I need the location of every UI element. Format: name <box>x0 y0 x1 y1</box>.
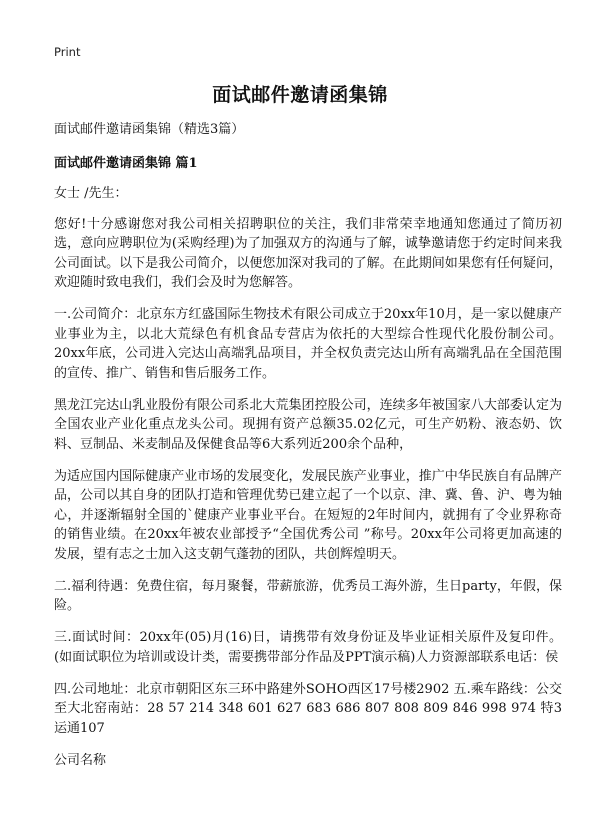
paragraph-intro: 您好!十分感谢您对我公司相关招聘职位的关注，我们非常荣幸地通知您通过了简历初选，意向应聘职位为(采购经理)为了加强双方的沟通与了解，诚挚邀请您于约定时间来我公司面试。以下是我公司简介，以便您加深对我司的了解。在此期间如果您有任何疑问，欢迎随时致电我们，我们会及时为您解答。 <box>54 216 562 290</box>
paragraph-company-profile: 一.公司简介：北京东方红盛国际生物技术有限公司成立于20xx年10月，是一家以健康产业事业为主，以北大荒绿色有机食品专营店为依托的大型综合性现代化股份制公司。20xx年底，公司进入完达山高端乳品项目，并全权负责完达山所有高端乳品在全国范围的宣传、推广、销售和售后服务工作。 <box>54 307 562 381</box>
paragraph-parent-company: 黑龙江完达山乳业股份有限公司系北大荒集团控股公司，连续多年被国家八大部委认定为全国农业产业化重点龙头公司。现拥有资产总额35.02亿元，可生产奶粉、液态奶、饮料、豆制品、米麦制品及保健食品等6大系列近200余个品种， <box>54 397 562 452</box>
paragraph-benefits: 二.福利待遇：免费住宿，每月聚餐，带薪旅游，优秀员工海外游，生日party，年假，保险。 <box>54 578 562 613</box>
print-link[interactable]: Print <box>54 45 81 59</box>
document-body <box>54 120 562 783</box>
document-subtitle: 面试邮件邀请函集锦（精选3篇） <box>54 122 245 137</box>
paragraph-interview-time: 三.面试时间：20xx年(05)月(16)日，请携带有效身份证及毕业证相关原件及复印件。(如面试职位为培训或设计类，需要携带部分作品及PPT演示稿)人力资源部联系电话：侯 <box>54 630 562 665</box>
section-heading: 面试邮件邀请函集锦 篇1 <box>54 155 198 171</box>
paragraph-development: 为适应国内国际健康产业市场的发展变化，发展民族产业事业，推广中华民族自有品牌产品，公司以其自身的团队打造和管理优势已建立起了一个以京、津、冀、鲁、沪、粤为轴心，并逐渐辐射全国的`健康产业事业平台。在短短的2年时间内，就拥有了令业界称奇的销售业绩。在20xx年被农业部授予“全国优秀公司 ”称号。20xx年公司将更加高速的发展，望有志之士加入这支朝气蓬勃的团队，共创辉煌明天。 <box>54 468 562 562</box>
paragraph-address: 四.公司地址：北京市朝阳区东三环中路建外SOHO西区17号楼2902 五.乘车路线：公交至大北窑南站：28 57 214 348 601 627 683 686 807 808 809 846 998 974 特3 运通107 <box>54 681 562 736</box>
document-title: 面试邮件邀请函集锦 <box>212 84 388 106</box>
company-name: 公司名称 <box>54 752 107 768</box>
greeting: 女士 /先生： <box>54 186 128 201</box>
